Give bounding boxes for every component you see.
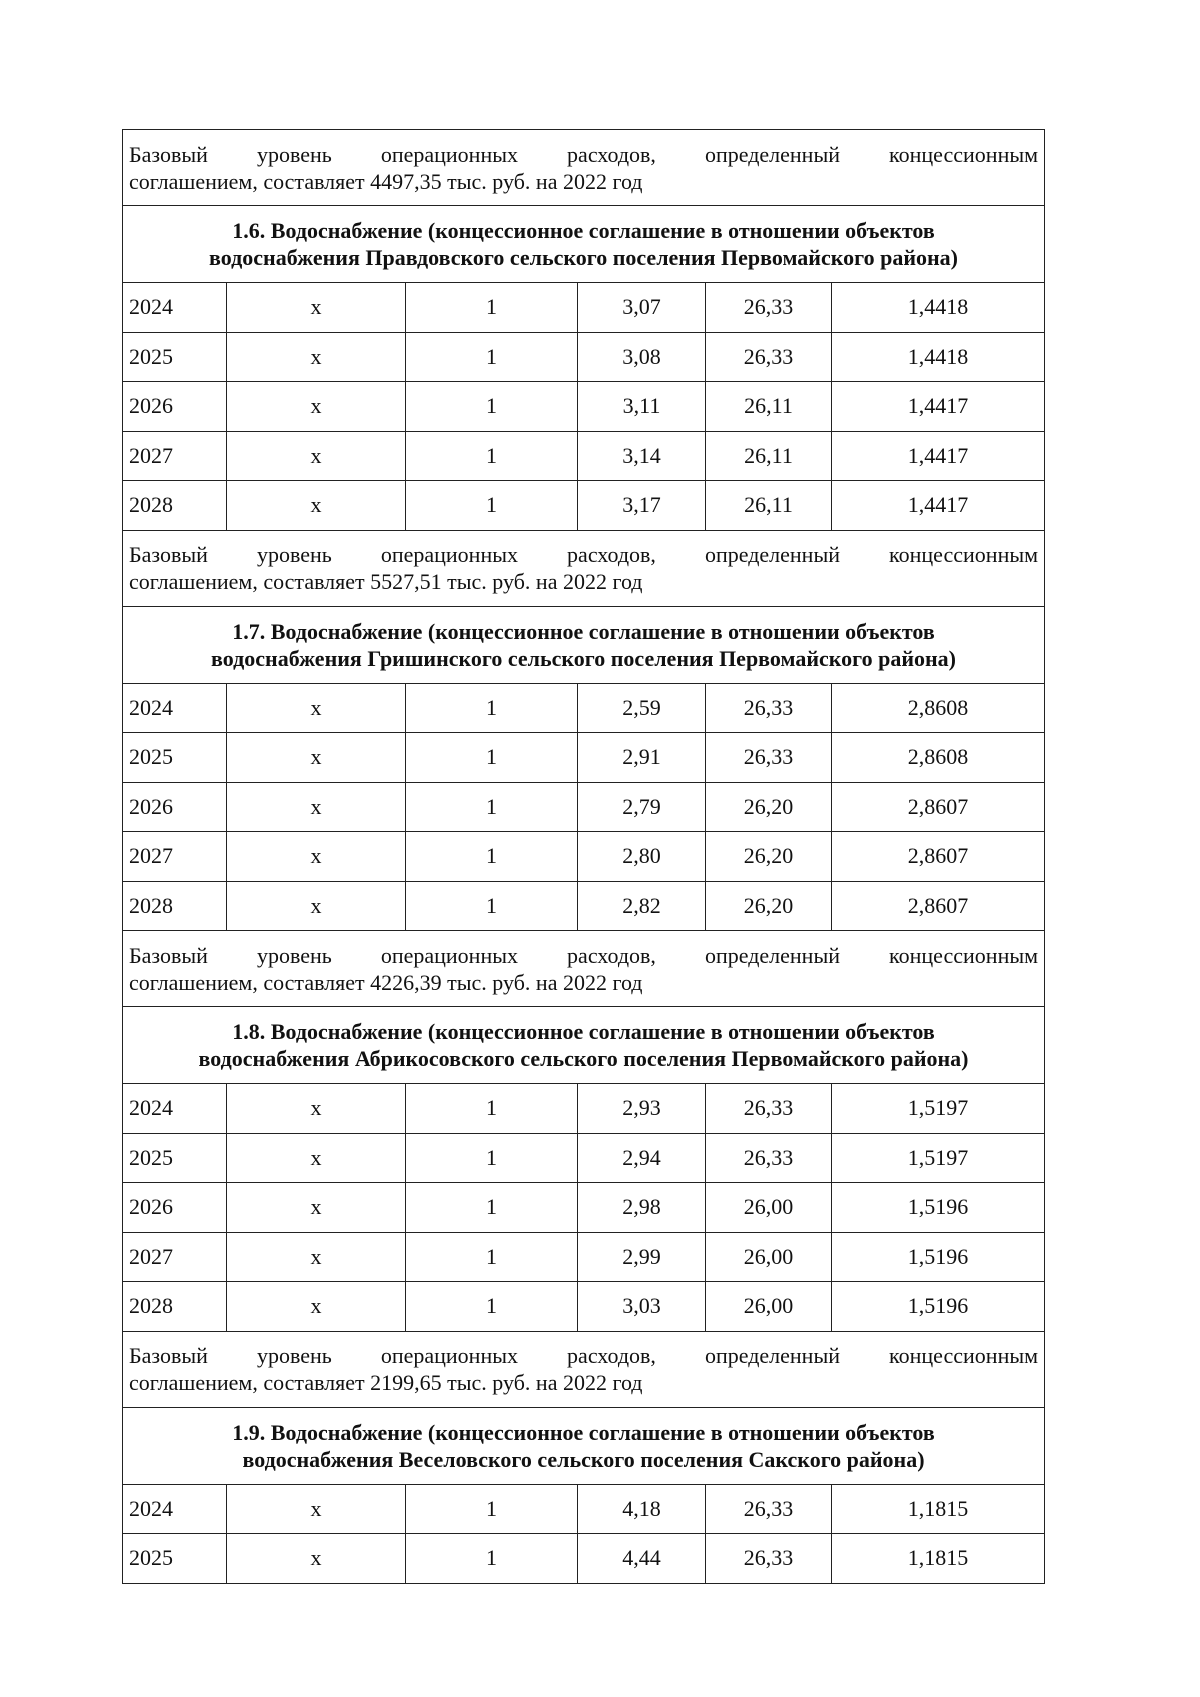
year-cell: 2024	[123, 683, 227, 733]
section-title-line: 1.8. Водоснабжение (концессионное соглашение в отношении объектов	[232, 1019, 935, 1044]
year-cell: 2026	[123, 782, 227, 832]
col-percent-cell: 26,33	[706, 1133, 832, 1183]
col-percent-cell: 26,00	[706, 1183, 832, 1233]
year-cell: 2025	[123, 1133, 227, 1183]
year-cell: 2027	[123, 1232, 227, 1282]
section-header-row	[123, 1007, 1045, 1084]
col-x-cell: х	[227, 332, 406, 382]
col-x-cell: х	[227, 481, 406, 531]
col-value-cell: 2,99	[578, 1232, 706, 1282]
note-line: соглашением, составляет 5527,51 тыс. руб. на 2022 год	[129, 569, 643, 594]
col-index-cell: 1,1815	[832, 1484, 1045, 1534]
note-line: Базовый уровень операционных расходов, определенный концессионным	[129, 542, 1039, 567]
col-1-cell: 1	[406, 481, 578, 531]
col-value-cell: 2,59	[578, 683, 706, 733]
section-header-row	[123, 206, 1045, 283]
col-index-cell: 1,4418	[832, 332, 1045, 382]
col-x-cell: х	[227, 1232, 406, 1282]
table-row	[123, 431, 1045, 481]
col-index-cell: 1,5196	[832, 1183, 1045, 1233]
base-level-note-row	[123, 130, 1045, 206]
col-percent-cell: 26,33	[706, 683, 832, 733]
col-value-cell: 4,44	[578, 1534, 706, 1584]
year-cell: 2025	[123, 1534, 227, 1584]
base-level-note-row	[123, 931, 1045, 1007]
col-x-cell: х	[227, 431, 406, 481]
col-1-cell: 1	[406, 1282, 578, 1332]
tariff-table	[122, 129, 1045, 1584]
table-row	[123, 1534, 1045, 1584]
base-level-note	[123, 931, 1045, 1007]
year-cell: 2025	[123, 332, 227, 382]
col-x-cell: х	[227, 1534, 406, 1584]
table-row	[123, 481, 1045, 531]
col-value-cell: 2,91	[578, 733, 706, 783]
col-1-cell: 1	[406, 832, 578, 882]
base-level-note	[123, 1331, 1045, 1407]
col-1-cell: 1	[406, 1232, 578, 1282]
col-index-cell: 2,8608	[832, 683, 1045, 733]
note-line: Базовый уровень операционных расходов, определенный концессионным	[129, 942, 1039, 968]
section-title	[123, 606, 1045, 683]
section-title-line: водоснабжения Веселовского сельского поселения Сакского района)	[242, 1446, 925, 1472]
table-row	[123, 782, 1045, 832]
col-x-cell: х	[227, 1084, 406, 1134]
table-row	[123, 1084, 1045, 1134]
col-index-cell: 2,8608	[832, 733, 1045, 783]
col-percent-cell: 26,00	[706, 1282, 832, 1332]
note-line: соглашением, составляет 2199,65 тыс. руб. на 2022 год	[129, 1370, 643, 1395]
col-percent-cell: 26,33	[706, 1534, 832, 1584]
col-index-cell: 1,4417	[832, 382, 1045, 432]
tariff-table-body	[123, 130, 1045, 1584]
year-cell: 2027	[123, 431, 227, 481]
section-header-row	[123, 1407, 1045, 1484]
col-1-cell: 1	[406, 1484, 578, 1534]
col-percent-cell: 26,20	[706, 782, 832, 832]
col-value-cell: 2,98	[578, 1183, 706, 1233]
section-title-line: водоснабжения Правдовского сельского поселения Первомайского района)	[209, 245, 958, 270]
col-x-cell: х	[227, 382, 406, 432]
base-level-note	[123, 130, 1045, 206]
table-row	[123, 832, 1045, 882]
year-cell: 2024	[123, 1484, 227, 1534]
col-value-cell: 3,17	[578, 481, 706, 531]
col-index-cell: 1,5196	[832, 1232, 1045, 1282]
col-value-cell: 3,07	[578, 283, 706, 333]
col-index-cell: 1,5197	[832, 1084, 1045, 1134]
col-percent-cell: 26,20	[706, 881, 832, 931]
table-row	[123, 1183, 1045, 1233]
year-cell: 2027	[123, 832, 227, 882]
table-row	[123, 382, 1045, 432]
section-title	[123, 1007, 1045, 1084]
section-title-line: 1.9. Водоснабжение (концессионное соглашение в отношении объектов	[232, 1419, 935, 1445]
col-value-cell: 2,80	[578, 832, 706, 882]
note-line: Базовый уровень операционных расходов, определенный концессионным	[129, 1343, 1039, 1368]
col-percent-cell: 26,11	[706, 382, 832, 432]
col-index-cell: 2,8607	[832, 782, 1045, 832]
col-value-cell: 2,82	[578, 881, 706, 931]
table-row	[123, 733, 1045, 783]
col-1-cell: 1	[406, 881, 578, 931]
col-1-cell: 1	[406, 782, 578, 832]
col-x-cell: х	[227, 832, 406, 882]
col-1-cell: 1	[406, 431, 578, 481]
base-level-note-row	[123, 530, 1045, 606]
note-line: соглашением, составляет 4226,39 тыс. руб. на 2022 год	[129, 969, 643, 995]
col-1-cell: 1	[406, 1084, 578, 1134]
col-percent-cell: 26,33	[706, 332, 832, 382]
col-x-cell: х	[227, 1484, 406, 1534]
table-row	[123, 1484, 1045, 1534]
section-title	[123, 206, 1045, 283]
col-value-cell: 3,03	[578, 1282, 706, 1332]
note-line: Базовый уровень операционных расходов, определенный концессионным	[129, 141, 1039, 167]
col-1-cell: 1	[406, 283, 578, 333]
col-index-cell: 1,4417	[832, 481, 1045, 531]
table-row	[123, 683, 1045, 733]
col-x-cell: х	[227, 1183, 406, 1233]
col-percent-cell: 26,33	[706, 1484, 832, 1534]
col-value-cell: 4,18	[578, 1484, 706, 1534]
col-1-cell: 1	[406, 1183, 578, 1233]
col-x-cell: х	[227, 283, 406, 333]
col-value-cell: 2,93	[578, 1084, 706, 1134]
col-index-cell: 1,5196	[832, 1282, 1045, 1332]
col-x-cell: х	[227, 881, 406, 931]
col-value-cell: 3,14	[578, 431, 706, 481]
section-title-line: 1.6. Водоснабжение (концессионное соглашение в отношении объектов	[232, 218, 935, 243]
section-header-row	[123, 606, 1045, 683]
col-index-cell: 1,4418	[832, 283, 1045, 333]
col-percent-cell: 26,00	[706, 1232, 832, 1282]
col-percent-cell: 26,20	[706, 832, 832, 882]
col-percent-cell: 26,33	[706, 1084, 832, 1134]
section-title	[123, 1407, 1045, 1484]
section-title-line: 1.7. Водоснабжение (концессионное соглашение в отношении объектов	[232, 618, 935, 644]
section-title-line: водоснабжения Гришинского сельского поселения Первомайского района)	[211, 645, 957, 671]
col-index-cell: 2,8607	[832, 881, 1045, 931]
col-percent-cell: 26,33	[706, 733, 832, 783]
year-cell: 2024	[123, 1084, 227, 1134]
year-cell: 2025	[123, 733, 227, 783]
base-level-note-row	[123, 1331, 1045, 1407]
col-1-cell: 1	[406, 332, 578, 382]
year-cell: 2026	[123, 1183, 227, 1233]
col-index-cell: 1,4417	[832, 431, 1045, 481]
col-x-cell: х	[227, 733, 406, 783]
table-row	[123, 1133, 1045, 1183]
year-cell: 2026	[123, 382, 227, 432]
table-row	[123, 332, 1045, 382]
table-row	[123, 283, 1045, 333]
note-line: соглашением, составляет 4497,35 тыс. руб. на 2022 год	[129, 168, 643, 194]
col-index-cell: 1,1815	[832, 1534, 1045, 1584]
year-cell: 2028	[123, 881, 227, 931]
col-1-cell: 1	[406, 382, 578, 432]
col-x-cell: х	[227, 683, 406, 733]
year-cell: 2028	[123, 481, 227, 531]
col-value-cell: 3,08	[578, 332, 706, 382]
year-cell: 2024	[123, 283, 227, 333]
col-x-cell: х	[227, 1133, 406, 1183]
col-1-cell: 1	[406, 683, 578, 733]
table-row	[123, 881, 1045, 931]
col-value-cell: 2,79	[578, 782, 706, 832]
col-value-cell: 2,94	[578, 1133, 706, 1183]
col-1-cell: 1	[406, 1133, 578, 1183]
table-row	[123, 1282, 1045, 1332]
table-row	[123, 1232, 1045, 1282]
year-cell: 2028	[123, 1282, 227, 1332]
col-x-cell: х	[227, 782, 406, 832]
col-percent-cell: 26,11	[706, 481, 832, 531]
col-index-cell: 2,8607	[832, 832, 1045, 882]
col-value-cell: 3,11	[578, 382, 706, 432]
section-title-line: водоснабжения Абрикосовского сельского поселения Первомайского района)	[198, 1046, 969, 1071]
col-percent-cell: 26,11	[706, 431, 832, 481]
col-1-cell: 1	[406, 733, 578, 783]
col-index-cell: 1,5197	[832, 1133, 1045, 1183]
col-x-cell: х	[227, 1282, 406, 1332]
col-1-cell: 1	[406, 1534, 578, 1584]
col-percent-cell: 26,33	[706, 283, 832, 333]
base-level-note	[123, 530, 1045, 606]
